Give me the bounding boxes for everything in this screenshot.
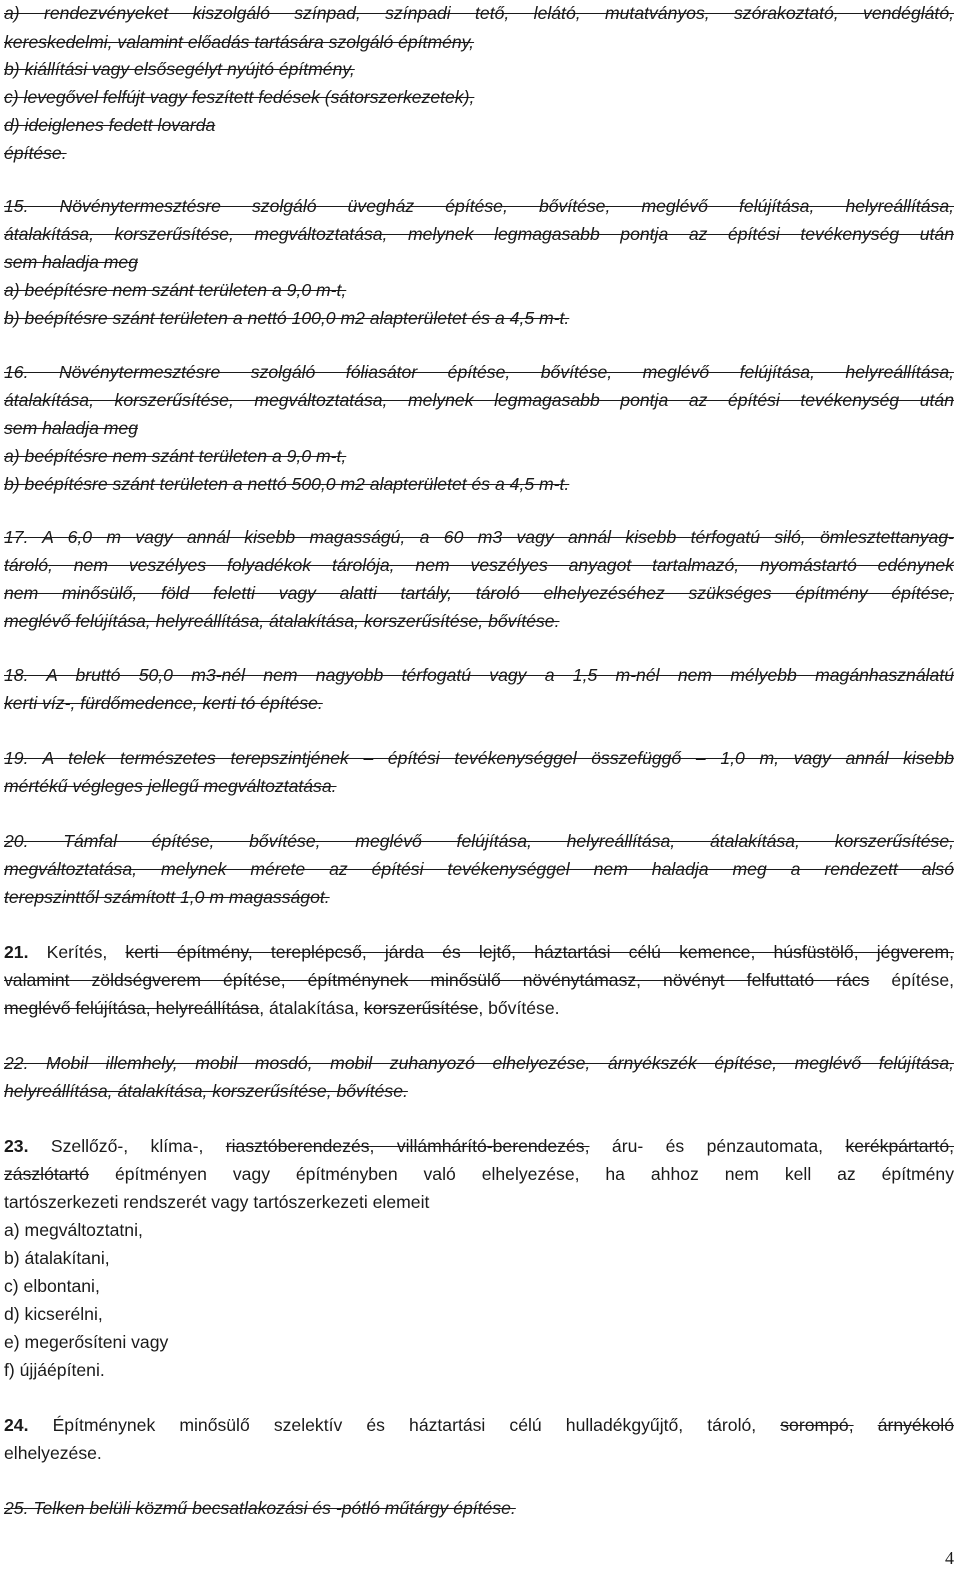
text-line: kerti víz-, fürdőmedence, kerti tó építése. bbox=[4, 693, 323, 713]
text-line: d) ideiglenes fedett lovarda bbox=[4, 115, 216, 135]
text-line: 15. Növénytermesztésre szolgáló üvegház építése, bővítése, meglévő felújítása, helyreállítása, bbox=[4, 196, 954, 216]
list-item: f) újjáépíteni. bbox=[4, 1360, 105, 1380]
page-number: 4 bbox=[945, 1548, 954, 1568]
item-number: 24. bbox=[4, 1415, 29, 1435]
text-line: a) beépítésre nem szánt területen a 9,0 m-t, bbox=[4, 446, 347, 466]
text-line: 20. Támfal építése, bővítése, meglévő felújítása, helyreállítása, átalakítása, korszerűsítése, bbox=[4, 831, 954, 851]
text-line: meglévő felújítása, helyreállítása, átalakítása, korszerűsítése, bővítése. bbox=[4, 611, 560, 631]
text-line bbox=[4, 967, 954, 993]
text-line: elhelyezése. bbox=[4, 1443, 102, 1463]
text-line: építése. bbox=[4, 143, 67, 163]
text-line: nem minősülő, föld feletti vagy alatti tartály, tároló elhelyezéséhez szükséges építmény építése, bbox=[4, 583, 954, 603]
struck-text: kerékpártartó, bbox=[845, 1136, 954, 1156]
text-line: c) levegővel felfújt vagy feszített fedések (sátorszerkezetek), bbox=[4, 87, 475, 107]
text-line: sem haladja meg bbox=[4, 252, 138, 272]
list-item: d) kicserélni, bbox=[4, 1304, 103, 1324]
text-line bbox=[4, 1161, 954, 1187]
text-line: 18. A bruttó 50,0 m3-nél nem nagyobb térfogatú vagy a 1,5 m-nél nem mélyebb magánhasználatú bbox=[4, 665, 954, 685]
text-line: átalakítása, korszerűsítése, megváltoztatása, melynek legmagasabb pontja az építési tevékenység után bbox=[4, 390, 954, 410]
text-line: b) beépítésre szánt területen a nettó 100,0 m2 alapterületet és a 4,5 m-t. bbox=[4, 308, 570, 328]
text-line: átalakítása, korszerűsítése, megváltoztatása, melynek legmagasabb pontja az építési tevékenység után bbox=[4, 224, 954, 244]
text-line: terepszinttől számított 1,0 m magasságot. bbox=[4, 887, 330, 907]
struck-text: kerti építmény, tereplépcső, járda és lejtő, háztartási célú kemence, húsfüstölő, jégverem, bbox=[125, 942, 954, 962]
text-line bbox=[4, 1133, 954, 1159]
struck-text: meglévő felújítása, helyreállítása bbox=[4, 998, 260, 1018]
text-run: áru- és pénzautomata, bbox=[611, 1136, 824, 1156]
text-run: Kerítés, bbox=[46, 942, 108, 962]
text-line: a) rendezvényeket kiszolgáló színpad, színpadi tető, lelátó, mutatványos, szórakoztató, vendéglátó, bbox=[4, 3, 954, 23]
list-item: e) megerősíteni vagy bbox=[4, 1332, 169, 1352]
struck-text: zászlótartó bbox=[4, 1164, 90, 1184]
text-run: , átalakítása, bbox=[259, 998, 360, 1018]
text-line: a) beépítésre nem szánt területen a 9,0 m-t, bbox=[4, 280, 347, 300]
text-line: 25. Telken belüli közmű becsatlakozási és -pótló műtárgy építése. bbox=[4, 1498, 516, 1518]
text-line: b) kiállítási vagy elsősegélyt nyújtó építmény, bbox=[4, 59, 355, 79]
item-number: 21. bbox=[4, 942, 29, 962]
struck-text: valamint zöldségverem építése, építménynek minősülő növénytámasz, növényt felfuttató rács bbox=[4, 970, 870, 990]
list-item: c) elbontani, bbox=[4, 1276, 100, 1296]
text-line bbox=[4, 1412, 954, 1438]
text-run: Szellőző-, klíma-, bbox=[50, 1136, 204, 1156]
text-line: 16. Növénytermesztésre szolgáló fóliasátor építése, bővítése, meglévő felújítása, helyreállítása, bbox=[4, 362, 954, 382]
text-line: 22. Mobil illemhely, mobil mosdó, mobil zuhanyozó elhelyezése, árnyékszék építése, meglévő felújítása, bbox=[4, 1053, 954, 1073]
text-line: tartószerkezeti rendszerét vagy tartószerkezeti elemeit bbox=[4, 1192, 430, 1212]
text-run: , bővítése. bbox=[478, 998, 560, 1018]
struck-text: sorompó, bbox=[780, 1415, 854, 1435]
text-run: építményen vagy építményben való elhelyezése, ha ahhoz nem kell az építmény bbox=[114, 1164, 954, 1184]
text-line: megváltoztatása, melynek mérete az építési tevékenységgel nem haladja meg a rendezett alsó bbox=[4, 859, 954, 879]
text-line bbox=[4, 939, 954, 965]
list-item: a) megváltoztatni, bbox=[4, 1220, 143, 1240]
text-run: építése, bbox=[891, 970, 954, 990]
text-line: mértékű végleges jellegű megváltoztatása. bbox=[4, 776, 337, 796]
text-line: tároló, nem veszélyes folyadékok tárolója, nem veszélyes anyagot tartalmazó, nyomástartó edénynek bbox=[4, 555, 954, 575]
struck-text: korszerűsítése bbox=[363, 998, 479, 1018]
struck-text: árnyékoló bbox=[877, 1415, 954, 1435]
text-line: 19. A telek természetes terepszintjének – építési tevékenységgel összefüggő – 1,0 m, vagy annál kisebb bbox=[4, 748, 954, 768]
text-line: 17. A 6,0 m vagy annál kisebb magasságú, a 60 m3 vagy annál kisebb térfogatú siló, ömlesztettanyag- bbox=[4, 527, 954, 547]
text-line: kereskedelmi, valamint előadás tartására szolgáló építmény, bbox=[4, 32, 475, 52]
text-line: helyreállítása, átalakítása, korszerűsítése, bővítése. bbox=[4, 1081, 408, 1101]
text-line: b) beépítésre szánt területen a nettó 500,0 m2 alapterületet és a 4,5 m-t. bbox=[4, 474, 570, 494]
text-line bbox=[4, 995, 954, 1021]
text-run: Építménynek minősülő szelektív és háztartási célú hulladékgyűjtő, tároló, bbox=[52, 1415, 757, 1435]
text-line: sem haladja meg bbox=[4, 418, 138, 438]
struck-text: riasztóberendezés, villámhárító-berendezés, bbox=[225, 1136, 590, 1156]
item-number: 23. bbox=[4, 1136, 29, 1156]
list-item: b) átalakítani, bbox=[4, 1248, 110, 1268]
